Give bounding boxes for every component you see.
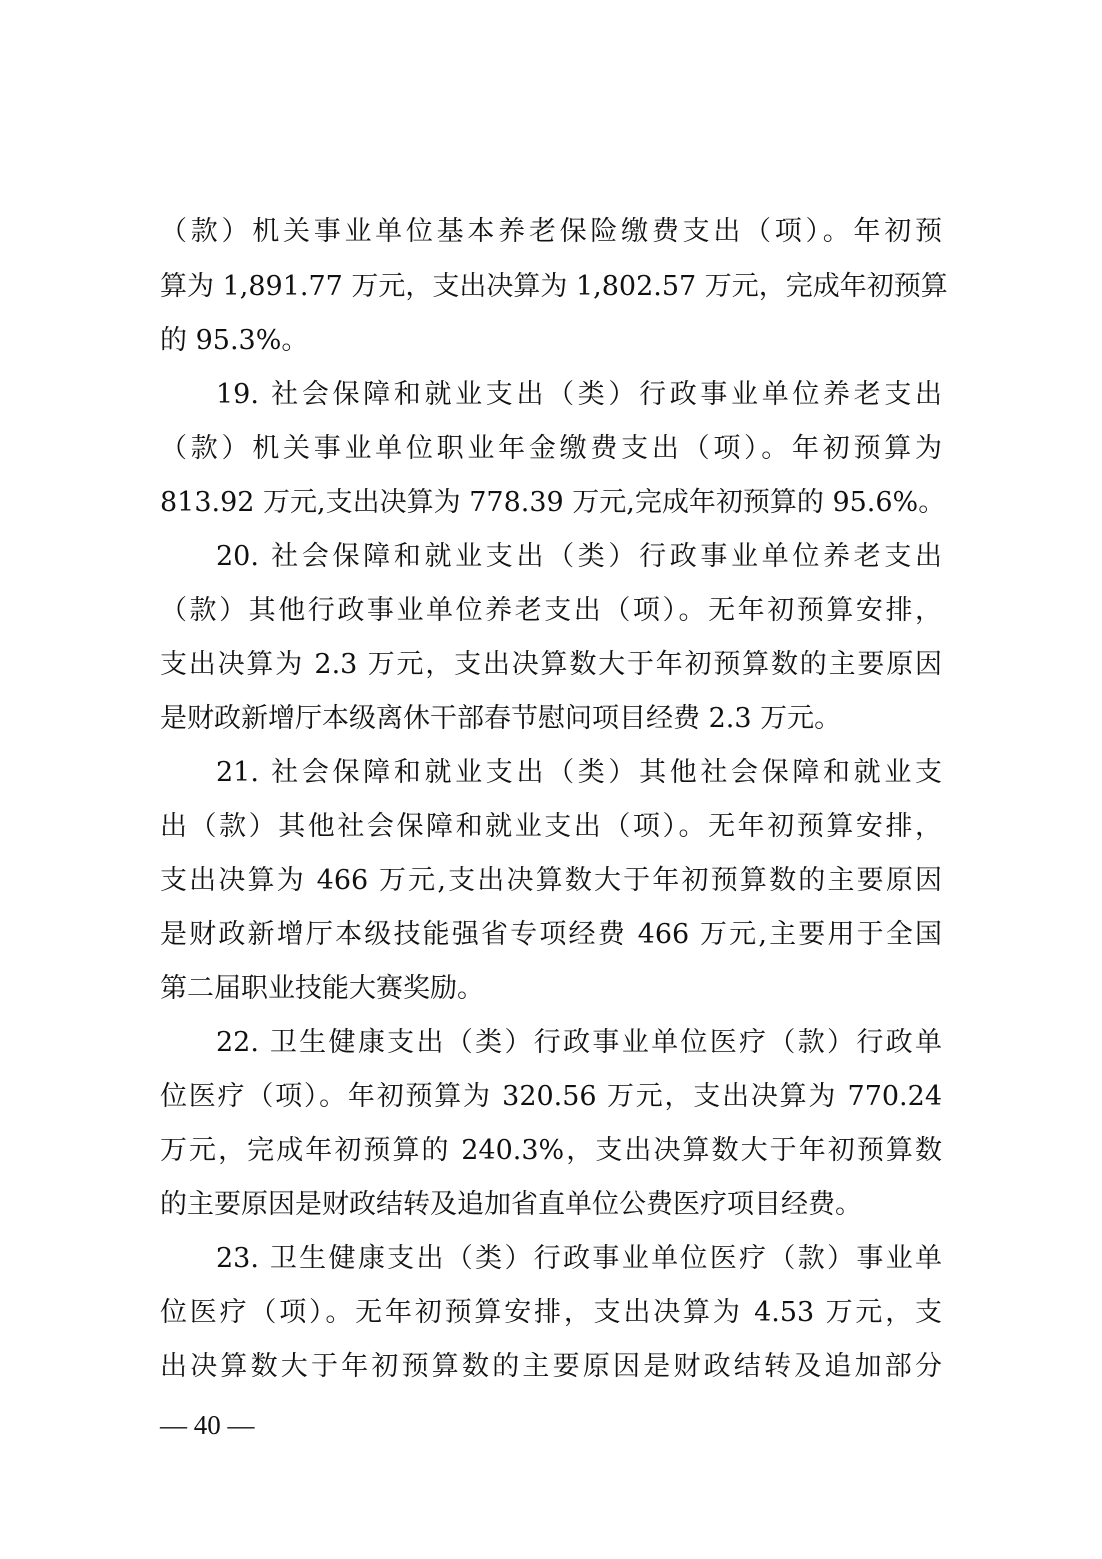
paragraph-line: 第二届职业技能大赛奖励。 — [160, 973, 484, 1004]
paragraph-line: （款）其他行政事业单位养老支出（项）。无年初预算安排， — [160, 595, 942, 626]
paragraph-line: 的主要原因是财政结转及追加省直单位公费医疗项目经费。 — [160, 1189, 862, 1220]
item-21-heading-line: 21. 社会保障和就业支出（类）其他社会保障和就业支 — [216, 757, 942, 788]
item-22-heading-line: 22. 卫生健康支出（类）行政事业单位医疗（款）行政单 — [216, 1027, 942, 1058]
paragraph-line: 万元，完成年初预算的 240.3%，支出决算数大于年初预算数 — [160, 1135, 942, 1166]
paragraph-line: 支出决算为 2.3 万元，支出决算数大于年初预算数的主要原因 — [160, 649, 942, 680]
paragraph-line: 出决算数大于年初预算数的主要原因是财政结转及追加部分 — [160, 1351, 942, 1382]
paragraph-line: 算为 1,891.77 万元，支出决算为 1,802.57 万元，完成年初预算 — [160, 271, 948, 302]
paragraph-line: 出（款）其他社会保障和就业支出（项）。无年初预算安排， — [160, 811, 942, 842]
page-number: — 40 — — [160, 1410, 255, 1440]
paragraph-line: （款）机关事业单位基本养老保险缴费支出（项）。年初预 — [160, 216, 942, 247]
paragraph-line: 位医疗（项）。年初预算为 320.56 万元，支出决算为 770.24 — [160, 1081, 942, 1112]
item-23-heading-line: 23. 卫生健康支出（类）行政事业单位医疗（款）事业单 — [216, 1243, 942, 1274]
paragraph-line: 的 95.3%。 — [160, 325, 309, 356]
paragraph-line: 位医疗（项）。无年初预算安排，支出决算为 4.53 万元，支 — [160, 1297, 942, 1328]
paragraph-line: 是财政新增厅本级技能强省专项经费 466 万元,主要用于全国 — [160, 919, 942, 950]
paragraph-line: （款）机关事业单位职业年金缴费支出（项）。年初预算为 — [160, 433, 942, 464]
item-20-heading-line: 20. 社会保障和就业支出（类）行政事业单位养老支出 — [216, 541, 942, 572]
paragraph-line: 是财政新增厅本级离休干部春节慰问项目经费 2.3 万元。 — [160, 703, 842, 734]
paragraph-line: 813.92 万元,支出决算为 778.39 万元,完成年初预算的 95.6%。 — [160, 487, 946, 518]
item-19-heading-line: 19. 社会保障和就业支出（类）行政事业单位养老支出 — [216, 379, 942, 410]
paragraph-line: 支出决算为 466 万元,支出决算数大于年初预算数的主要原因 — [160, 865, 942, 896]
